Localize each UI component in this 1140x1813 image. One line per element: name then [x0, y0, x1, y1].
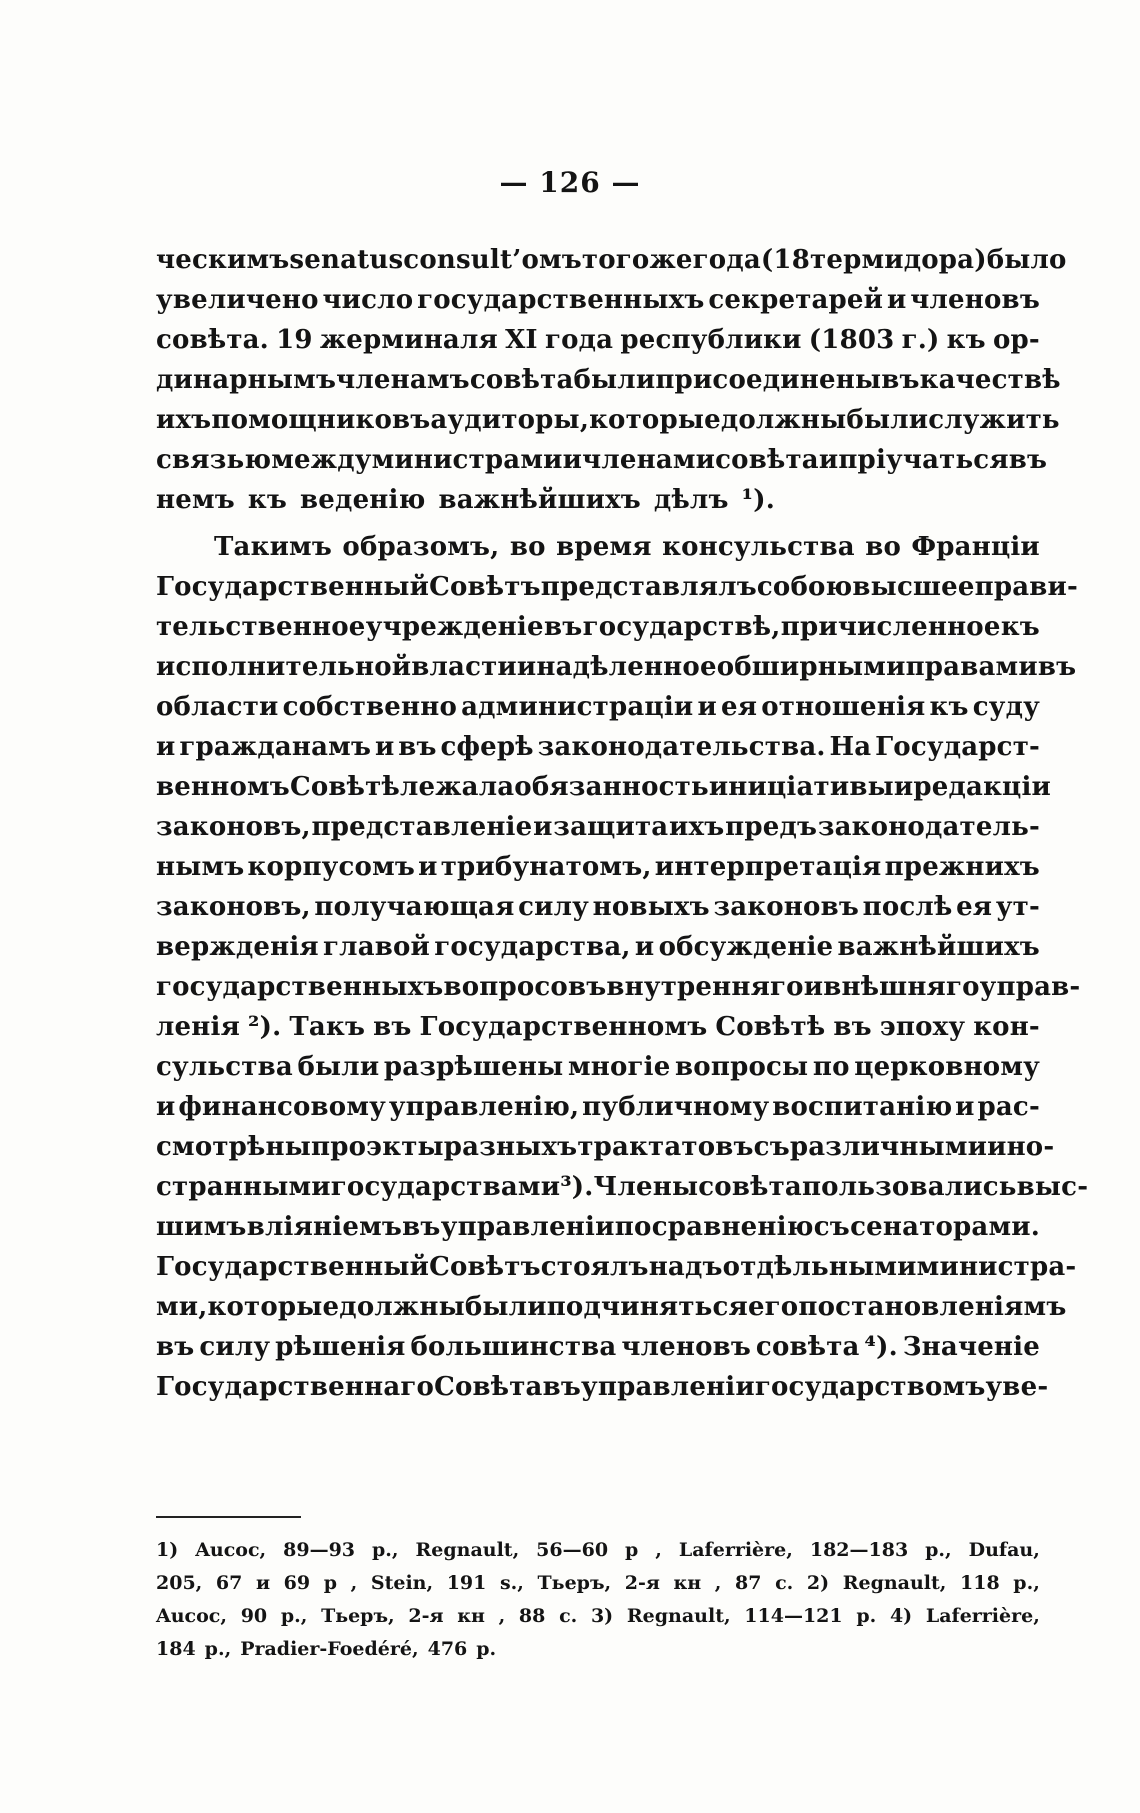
text-line: шимъ вліяніемъ въ управленіи по сравненію съ сенаторами.	[156, 1212, 1040, 1242]
text-line: и гражданамъ и въ сферѣ законодательства. На Государст-	[156, 732, 1040, 762]
text-line: государственныхъ вопросовъ внутренняго и внѣшняго управ-	[156, 972, 1081, 1002]
body-text	[156, 240, 1089, 1407]
text-line: законовъ, получающая силу новыхъ законовъ послѣ ея ут-	[156, 892, 1040, 922]
text-line: динарнымъ членамъ совѣта были присоединены въ качествѣ	[156, 365, 1061, 395]
text-line: венномъ Совѣтѣ лежала обязанность иниціативы и редакціи	[156, 772, 1052, 802]
text-line: въ силу рѣшенія большинства членовъ совѣта ⁴). Значеніе	[156, 1332, 1040, 1362]
text-line: совѣта. 19 жерминаля XI года республики (1803 г.) къ ор-	[156, 325, 1040, 355]
text-line: тельственное учрежденіе въ государствѣ, причисленное къ	[156, 612, 1040, 642]
text-line: немъ къ веденію важнѣйшихъ дѣлъ ¹).	[156, 485, 775, 515]
text-line: ихъ помощниковъ аудиторы, которые должны были служить	[156, 405, 1060, 435]
text-line: Государственнаго Совѣта въ управленіи государствомъ уве-	[156, 1372, 1049, 1402]
footnote-line: Aucoc, 90 p., Тьеръ, 2-я кн , 88 с. 3) Regnault, 114—121 p. 4) Laferrière,	[156, 1605, 1040, 1627]
page-number: — 126 —	[499, 166, 641, 199]
text-line: связью между министрами и членами совѣта и пріучаться въ	[156, 445, 1048, 475]
footnote-line: 205, 67 и 69 p , Stein, 191 s., Тьеръ, 2-я кн , 87 с. 2) Regnault, 118 p.,	[156, 1572, 1040, 1594]
text-line: ческимъ senatusconsult’омъ того же года (18 термидора) было	[156, 245, 1067, 275]
text-line: исполнительной власти и надѣленное обширными правами въ	[156, 652, 1077, 682]
text-line: Государственный Совѣтъ представлялъ собою высшее прави-	[156, 572, 1079, 602]
text-line: ми, которые должны были подчиняться его постановленіямъ	[156, 1292, 1067, 1322]
text-line: Государственный Совѣтъ стоялъ надъ отдѣльными министра-	[156, 1252, 1077, 1282]
footnote-line: 184 p., Pradier-Foedéré, 476 p.	[156, 1638, 497, 1660]
text-line: вержденія главой государства, и обсужденіе важнѣйшихъ	[156, 932, 1040, 962]
footnote-line: 1) Aucoc, 89—93 p., Regnault, 56—60 p , Laferrière, 182—183 p., Dufau,	[156, 1539, 1040, 1561]
text-line: и финансовому управленію, публичному воспитанію и рас-	[156, 1092, 1040, 1122]
text-line: странными государствами ³). Члены совѣта пользовались выс-	[156, 1172, 1089, 1202]
text-line: Такимъ образомъ, во время консульства во Франціи	[214, 532, 1040, 562]
text-line: нымъ корпусомъ и трибунатомъ, интерпретація прежнихъ	[156, 852, 1040, 882]
footnote-divider	[156, 1516, 301, 1518]
text-line: смотрѣны проэкты разныхъ трактатовъ съ различными ино-	[156, 1132, 1055, 1162]
text-line: области собственно администраціи и ея отношенія къ суду	[156, 692, 1040, 722]
text-line: увеличено число государственныхъ секретарей и членовъ	[156, 285, 1040, 315]
text-line: сульства были разрѣшены многіе вопросы по церковному	[156, 1052, 1040, 1082]
footnotes	[156, 1534, 1040, 1666]
text-line: законовъ, представленіе и защита ихъ предъ законодатель-	[156, 812, 1040, 842]
text-line: ленія ²). Такъ въ Государственномъ Совѣтѣ въ эпоху кон-	[156, 1012, 1040, 1042]
